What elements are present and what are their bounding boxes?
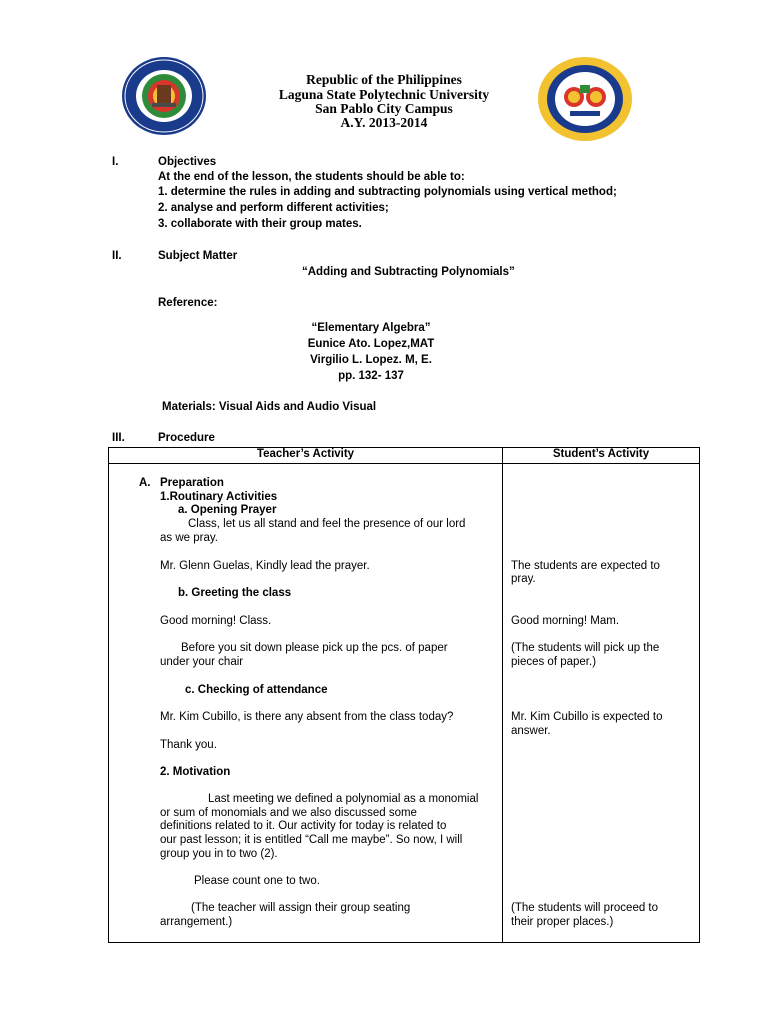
procedure-number: III. bbox=[112, 432, 125, 444]
subject-title: Subject Matter bbox=[158, 250, 238, 262]
reference-book: “Elementary Algebra” bbox=[311, 322, 431, 334]
header-campus: San Pablo City Campus bbox=[315, 101, 453, 116]
good-morning-class: Good morning! Class. bbox=[160, 615, 272, 627]
students-pray-line-2: pray. bbox=[511, 573, 536, 585]
lead-prayer: Mr. Glenn Guelas, Kindly lead the prayer. bbox=[160, 560, 370, 572]
motivation-line-2: or sum of monomials and we also discussed some bbox=[160, 807, 417, 819]
header-academic-year: A.Y. 2013-2014 bbox=[340, 115, 428, 130]
reference-label: Reference: bbox=[158, 297, 218, 309]
subject-topic: “Adding and Subtracting Polynomials” bbox=[302, 266, 515, 278]
student-activity-cell bbox=[503, 464, 700, 943]
procedure-table bbox=[108, 447, 700, 943]
teacher-activity-cell bbox=[109, 464, 503, 943]
objectives-number: I. bbox=[112, 156, 119, 168]
preparation-letter: A. bbox=[139, 477, 151, 489]
students-pray-line-1: The students are expected to bbox=[511, 560, 660, 572]
motivation-line-1: Last meeting we defined a polynomial as a monomial bbox=[208, 793, 479, 805]
subject-number: II. bbox=[112, 250, 122, 262]
attendance-heading: c. Checking of attendance bbox=[185, 684, 328, 696]
reference-author-1: Eunice Ato. Lopez,MAT bbox=[307, 338, 435, 350]
count-instruction: Please count one to two. bbox=[194, 875, 320, 887]
objectives-title: Objectives bbox=[158, 156, 217, 168]
objective-item-1: 1. determine the rules in adding and subtracting polynomials using vertical method; bbox=[158, 186, 617, 198]
thank-you: Thank you. bbox=[160, 739, 217, 751]
students-proceed-line-2: their proper places.) bbox=[511, 916, 614, 928]
students-pick-line-1: (The students will pick up the bbox=[511, 642, 660, 654]
pick-paper-line-2: under your chair bbox=[160, 656, 244, 668]
reference-author-2: Virgilio L. Lopez. M, E. bbox=[310, 354, 432, 366]
class-stand-line-2: as we pray. bbox=[160, 532, 218, 544]
motivation-line-3: definitions related to it. Our activity for today is related to bbox=[160, 820, 447, 832]
objective-item-3: 3. collaborate with their group mates. bbox=[158, 218, 362, 230]
absent-question: Mr. Kim Cubillo, is there any absent from the class today? bbox=[160, 711, 454, 723]
assign-seating-line-2: arrangement.) bbox=[160, 916, 233, 928]
motivation-line-5: group you in to two (2). bbox=[160, 848, 278, 860]
opening-prayer: a. Opening Prayer bbox=[178, 504, 277, 516]
kim-answer-line-2: answer. bbox=[511, 725, 551, 737]
header-university: Laguna State Polytechnic University bbox=[278, 87, 490, 102]
routinary-activities: 1.Routinary Activities bbox=[160, 491, 278, 503]
reference-pages: pp. 132- 137 bbox=[338, 370, 404, 382]
motivation-line-4: our past lesson; it is entitled “Call me maybe”. So now, I will bbox=[160, 834, 463, 846]
preparation-heading: Preparation bbox=[160, 477, 224, 489]
class-stand-line-1: Class, let us all stand and feel the presence of our lord bbox=[188, 518, 466, 530]
objectives-intro: At the end of the lesson, the students should be able to: bbox=[158, 171, 465, 183]
materials: Materials: Visual Aids and Audio Visual bbox=[162, 401, 377, 413]
teacher-activity-header: Teacher’s Activity bbox=[109, 448, 503, 464]
pick-paper-line-1: Before you sit down please pick up the pcs. of paper bbox=[181, 642, 448, 654]
students-proceed-line-1: (The students will proceed to bbox=[511, 902, 659, 914]
header-republic: Republic of the Philippines bbox=[306, 72, 462, 87]
kim-answer-line-1: Mr. Kim Cubillo is expected to bbox=[511, 711, 663, 723]
greeting-heading: b. Greeting the class bbox=[178, 587, 292, 599]
student-activity-header: Student’s Activity bbox=[503, 448, 700, 464]
procedure-title: Procedure bbox=[158, 432, 215, 444]
students-pick-line-2: pieces of paper.) bbox=[511, 656, 597, 668]
assign-seating-line-1: (The teacher will assign their group seating bbox=[191, 902, 411, 914]
motivation-heading: 2. Motivation bbox=[160, 766, 231, 778]
good-morning-mam: Good morning! Mam. bbox=[511, 615, 620, 627]
objective-item-2: 2. analyse and perform different activities; bbox=[158, 202, 389, 214]
